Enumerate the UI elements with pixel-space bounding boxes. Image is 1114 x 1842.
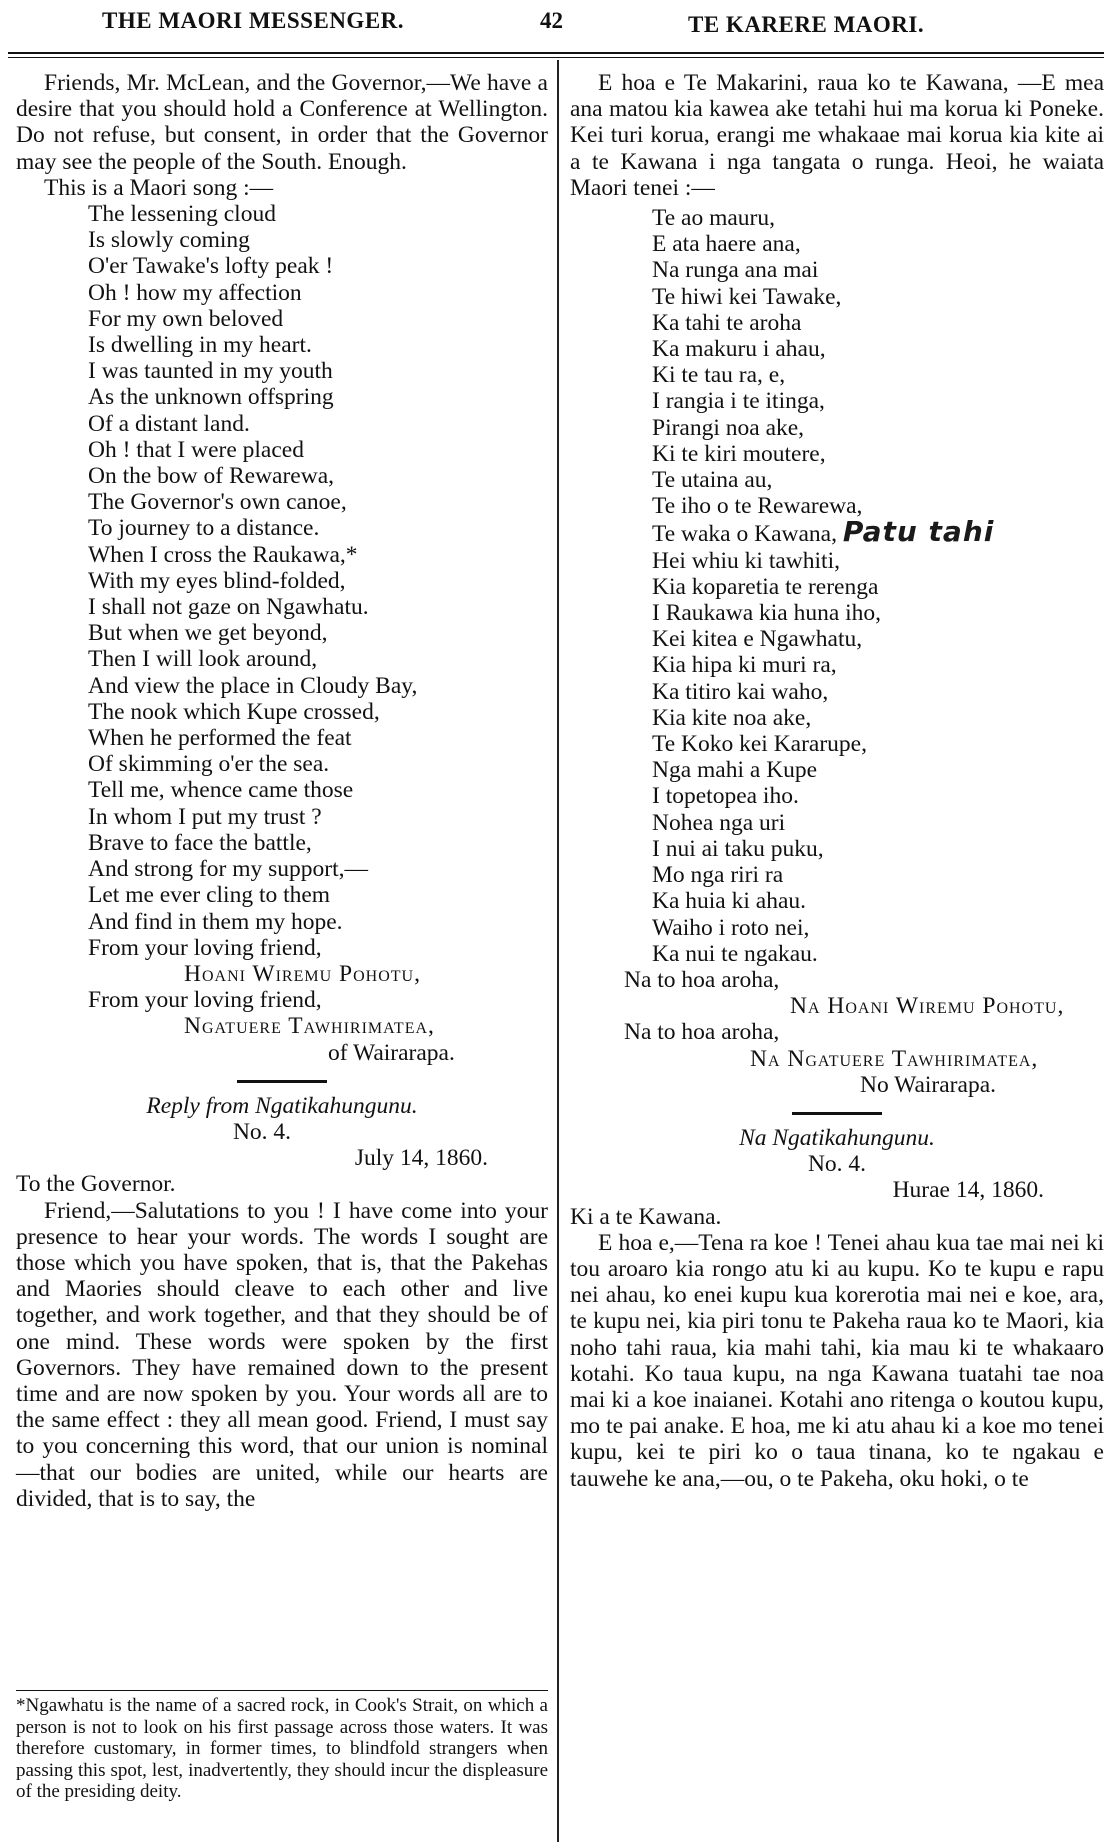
signature-closing: Na to hoa aroha,	[624, 1019, 780, 1046]
signature-closing: Na to hoa aroha,	[624, 966, 780, 993]
signature-name: Ngatuere Tawhirimatea,	[184, 1013, 435, 1040]
song-line: I was taunted in my youth	[88, 358, 333, 385]
reply-date: July 14, 1860.	[354, 1145, 488, 1172]
reply-addressee: To the Governor.	[16, 1171, 176, 1198]
maori-song	[570, 205, 1104, 967]
signature-block	[16, 935, 548, 1066]
song-line: Oh ! that I were placed	[88, 436, 304, 463]
section-rule	[792, 1112, 882, 1115]
song-line: I topetopea iho.	[652, 783, 799, 810]
song-line: Te iho o te Rewarewa,	[652, 493, 863, 520]
song-line: Ka huia ki ahau.	[652, 888, 807, 915]
song-line: To journey to a distance.	[88, 515, 320, 542]
reply-body: Friend,—Salutations to you ! I have come into your presence to hear your words. The words I sought are those which you have spoken, that is, that the Pakehas and Maories should cleave to each other and live together, and work together, and that they should be of one mind. These words were spoken by the first Governors. They have remained down to the present time and are now spoken by you. Your words all are to the same effect : they all mean good. Friend, I must say to you concerning this word, that our union is nominal—that our bodies are united, while our hearts are divided, that is to say, the	[16, 1197, 548, 1512]
song-line: Te ao mauru,	[652, 205, 775, 232]
signature-name: Na Hoani Wiremu Pohotu,	[790, 993, 1065, 1020]
signature-closing: From your loving friend,	[88, 987, 322, 1014]
song-line: Brave to face the battle,	[88, 829, 312, 856]
song-line: Na runga ana mai	[652, 257, 819, 284]
reply-title: Reply from Ngatikahungunu.	[146, 1092, 418, 1119]
song-line: The nook which Kupe crossed,	[88, 698, 380, 725]
song-line-text: Te waka o Kawana,	[652, 521, 837, 548]
signature-place: of Wairarapa.	[328, 1039, 455, 1066]
handwritten-annotation: Patu tahi	[842, 515, 995, 549]
song-line: Ka nui te ngakau.	[652, 940, 818, 967]
song-line: Ka tahi te aroha	[652, 309, 802, 336]
song-line: Te hiwi kei Tawake,	[652, 283, 842, 310]
song-line: Te Koko kei Kararupe,	[652, 731, 867, 758]
song-line: Is dwelling in my heart.	[88, 332, 312, 359]
song-line: In whom I put my trust ?	[88, 803, 322, 830]
english-column	[16, 70, 548, 1512]
letter-intro: E hoa e Te Makarini, raua ko te Kawana, —E mea ana matou kia kawea ake tetahi hui ma korua ki Poneke. Kei turi korua, erangi me whakaae mai korua kia kite ai a te Kawana i nga tangata o runga. Heoi, he waiata Maori tenei :—	[570, 70, 1104, 201]
letter-intro: Friends, Mr. McLean, and the Governor,—We have a desire that you should hold a Conference at Wellington. Do not refuse, but consent, in order that the Governor may see the people of the South. Enough.	[16, 70, 548, 175]
column-divider	[557, 60, 559, 1842]
reply-addressee: Ki a te Kawana.	[570, 1203, 722, 1230]
song-line: Nga mahi a Kupe	[652, 757, 818, 784]
song-line: Let me ever cling to them	[88, 882, 331, 909]
footnote: *Ngawhatu is the name of a sacred rock, in Cook's Strait, on which a person is not to look on his first passage across those waters. It was therefore customary, in former times, to blindfold strangers when passing this spot, lest, inadvertently, they should incur the displeasure of the presiding deity.	[16, 1690, 548, 1803]
signature-name: Na Ngatuere Tawhirimatea,	[750, 1045, 1039, 1072]
song-line: When I cross the Raukawa,*	[88, 541, 358, 568]
song-line: As the unknown offspring	[88, 384, 334, 411]
song-line: Ka makuru i ahau,	[652, 336, 826, 363]
song-line: E ata haere ana,	[652, 231, 801, 258]
song-line: Waiho i roto nei,	[652, 914, 810, 941]
song-line: When he performed the feat	[88, 725, 352, 752]
song-line: Tell me, whence came those	[88, 777, 354, 804]
song-line: But when we get beyond,	[88, 620, 328, 647]
song-line: I rangia i te itinga,	[652, 388, 825, 415]
signature-block	[570, 967, 1104, 1098]
song-line: On the bow of Rewarewa,	[88, 463, 335, 490]
song-line: Ka titiro kai waho,	[652, 678, 829, 705]
song-line: Kia koparetia te rerenga	[652, 573, 879, 600]
signature-name: Hoani Wiremu Pohotu,	[184, 960, 421, 987]
song-line: Nohea nga uri	[652, 809, 786, 836]
song-line: Kia kite noa ake,	[652, 704, 812, 731]
song-line: Mo nga riri ra	[652, 862, 784, 889]
song-line: Oh ! how my affection	[88, 279, 302, 306]
page-header	[0, 6, 1114, 48]
song-line: Is slowly coming	[88, 227, 250, 254]
song-line: Ki te tau ra, e,	[652, 362, 786, 389]
song-line: I nui ai taku puku,	[652, 835, 824, 862]
reply-title: Na Ngatikahungunu.	[739, 1124, 935, 1151]
song-line: And find in them my hope.	[88, 908, 343, 935]
song-line: And view the place in Cloudy Bay,	[88, 672, 418, 699]
song-line: The lessening cloud	[88, 201, 276, 228]
signature-closing: From your loving friend,	[88, 934, 322, 961]
page-number: 42	[540, 8, 563, 33]
reply-number: No. 4.	[807, 1151, 867, 1178]
song-line: Kia hipa ki muri ra,	[652, 652, 837, 679]
maori-column	[570, 70, 1104, 1492]
song-line: With my eyes blind-folded,	[88, 567, 346, 594]
header-title-maori: TE KARERE MAORI.	[688, 12, 925, 37]
song-line: For my own beloved	[88, 305, 284, 332]
song-line: Ki te kiri moutere,	[652, 440, 826, 467]
section-rule	[237, 1080, 327, 1083]
song-line: I shall not gaze on Ngawhatu.	[88, 594, 369, 621]
header-title-english: THE MAORI MESSENGER.	[102, 8, 405, 33]
reply-body: E hoa e,—Tena ra koe ! Tenei ahau kua tae mai nei ki tou aroaro kia rongo atu ki au kupu. Ko te kupu e rapu nei ahau, ko enei kupu kua korerotia mai nei e koe, ara, te kupu nei, kia piri tonu te Pakeha raua ko te Maori, kia noho tahi raua, kia mahi tahi, kia mau ki te whakaaro kotahi. Ko taua kupu, na nga Kawana tuatahi tae noa mai ki a koe inaianei. Kotahi ano ritenga o koutou kupu, mo te pai anake. E hoa, me ki atu ahau ki a koe mo tenei kupu, kei te piri ko o taua tinana, ko te ngakau e tauwehe ke ana,—ou, o te Pakeha, oku hoki, o te	[570, 1229, 1104, 1492]
reply-date: Hurae 14, 1860.	[892, 1177, 1044, 1204]
header-rule	[8, 52, 1104, 58]
song-line: And strong for my support,—	[88, 856, 369, 883]
song-line: I Raukawa kia huna iho,	[652, 600, 882, 627]
song-line: Hei whiu ki tawhiti,	[652, 547, 840, 574]
signature-place: No Wairarapa.	[860, 1071, 996, 1098]
song-line: Of skimming o'er the sea.	[88, 751, 330, 778]
song-line: Pirangi noa ake,	[652, 414, 805, 441]
reply-number: No. 4.	[232, 1118, 292, 1145]
english-song	[16, 201, 548, 935]
song-line	[652, 515, 1104, 549]
song-line: The Governor's own canoe,	[88, 489, 347, 516]
song-intro: This is a Maori song :—	[44, 174, 274, 201]
song-line: Of a distant land.	[88, 410, 250, 437]
song-line: Kei kitea e Ngawhatu,	[652, 626, 863, 653]
song-line: Te utaina au,	[652, 467, 773, 494]
song-line: Then I will look around,	[88, 646, 318, 673]
song-line: O'er Tawake's lofty peak !	[88, 253, 334, 280]
